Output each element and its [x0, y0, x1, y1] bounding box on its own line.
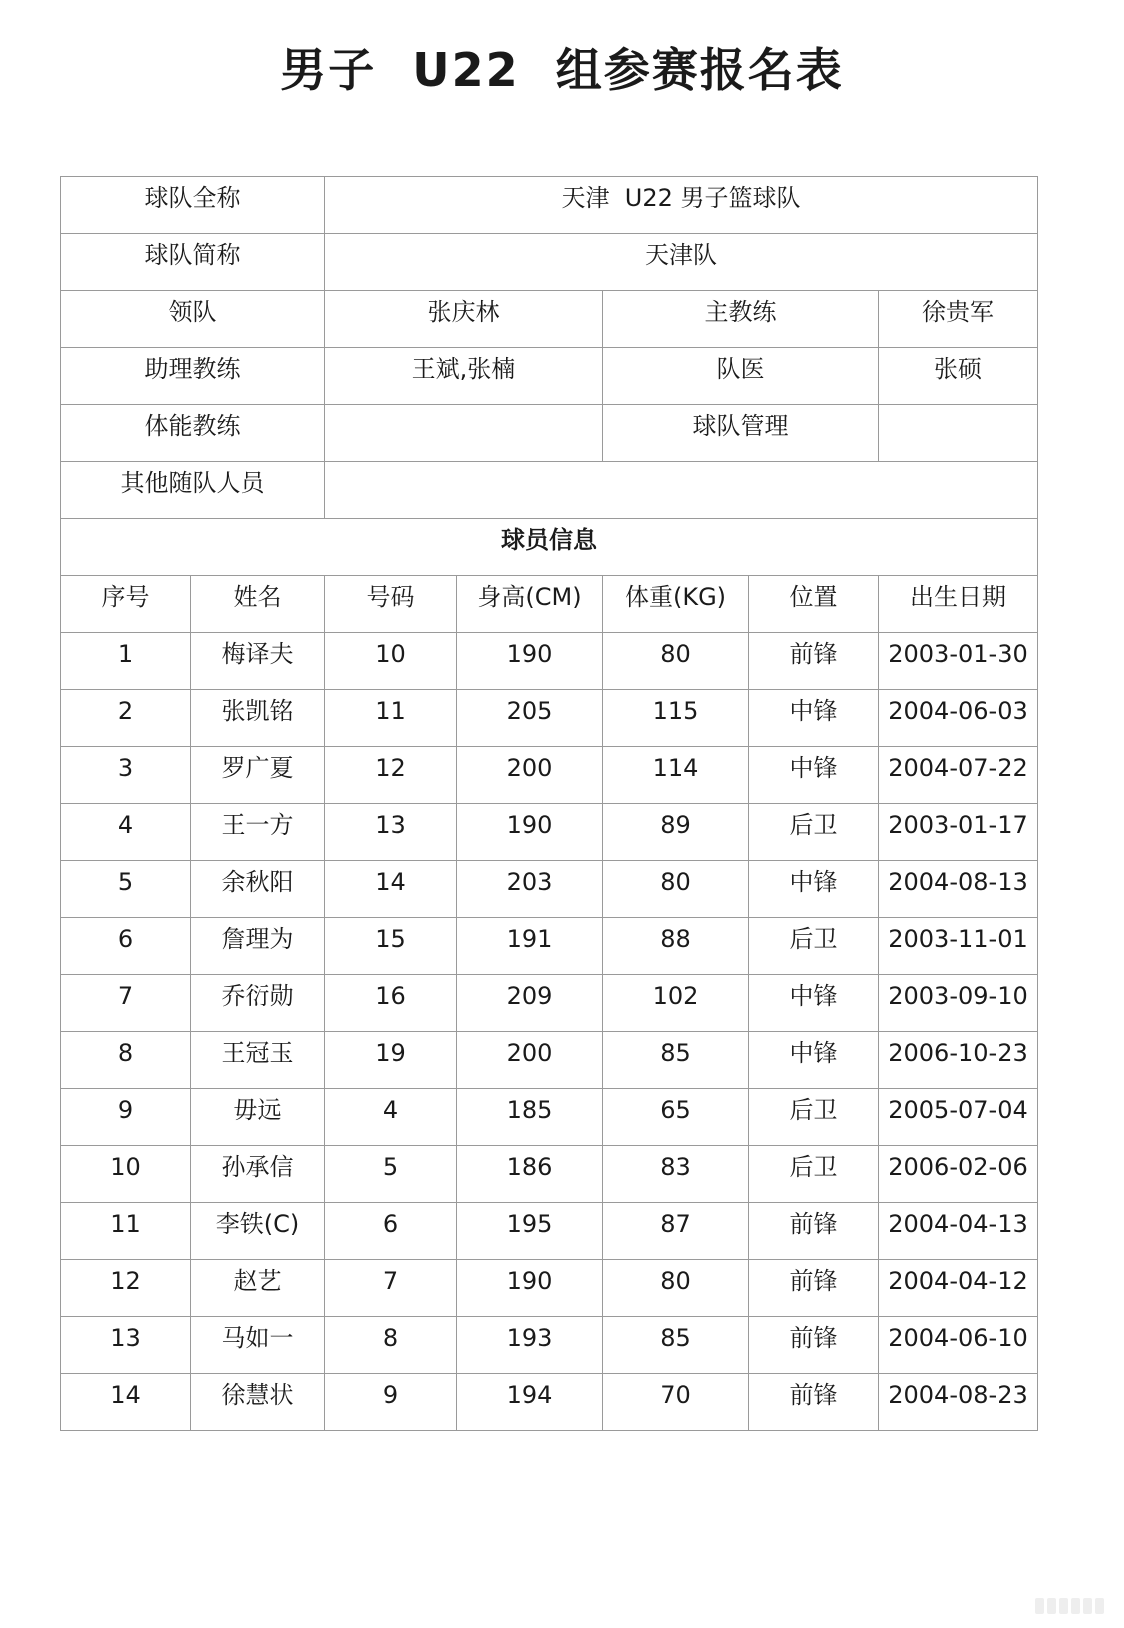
cell-col-birthdate: 2003-09-10 [879, 975, 1038, 1032]
cell-col-position: 前锋 [749, 1260, 879, 1317]
cell-col-height: 193 [457, 1317, 603, 1374]
header-col-name: 姓名 [191, 576, 325, 633]
cell-col-name: 王一方 [191, 804, 325, 861]
watermark-mark [1035, 1598, 1044, 1614]
header-col-position: 位置 [749, 576, 879, 633]
cell-col-index: 11 [61, 1203, 191, 1260]
cell-col-height: 200 [457, 1032, 603, 1089]
header-col-index: 序号 [61, 576, 191, 633]
table-row [61, 690, 1038, 747]
cell-col-name: 徐慧状 [191, 1374, 325, 1431]
cell-col-birthdate: 2003-01-30 [879, 633, 1038, 690]
cell-col-birthdate: 2006-02-06 [879, 1146, 1038, 1203]
cell-col-height: 191 [457, 918, 603, 975]
table-row [61, 861, 1038, 918]
cell-col-name: 李铁(C) [191, 1203, 325, 1260]
cell-col-index: 1 [61, 633, 191, 690]
cell-col-position: 前锋 [749, 1374, 879, 1431]
cell-col-position: 前锋 [749, 633, 879, 690]
row-fitness-manager [61, 405, 1038, 462]
cell-col-number: 9 [325, 1374, 457, 1431]
cell-col-birthdate: 2004-08-13 [879, 861, 1038, 918]
value-leader: 张庆林 [325, 291, 603, 348]
value-head-coach: 徐贵军 [879, 291, 1038, 348]
table-row [61, 1260, 1038, 1317]
label-leader: 领队 [61, 291, 325, 348]
cell-col-index: 12 [61, 1260, 191, 1317]
cell-col-name: 梅译夫 [191, 633, 325, 690]
label-team-full-name: 球队全称 [61, 177, 325, 234]
table-row [61, 1089, 1038, 1146]
header-col-birthdate: 出生日期 [879, 576, 1038, 633]
cell-col-birthdate: 2004-07-22 [879, 747, 1038, 804]
cell-col-position: 中锋 [749, 1032, 879, 1089]
cell-col-position: 中锋 [749, 690, 879, 747]
cell-col-weight: 83 [603, 1146, 749, 1203]
row-leader-coach [61, 291, 1038, 348]
watermark-mark [1071, 1598, 1080, 1614]
cell-col-height: 200 [457, 747, 603, 804]
cell-col-position: 后卫 [749, 1146, 879, 1203]
cell-col-number: 16 [325, 975, 457, 1032]
cell-col-name: 张凯铭 [191, 690, 325, 747]
page-title: 男子 U22 组参赛报名表 [280, 43, 844, 97]
cell-col-name: 罗广夏 [191, 747, 325, 804]
label-team-short-name: 球队简称 [61, 234, 325, 291]
table-row [61, 1317, 1038, 1374]
cell-col-number: 5 [325, 1146, 457, 1203]
cell-col-index: 13 [61, 1317, 191, 1374]
cell-col-index: 7 [61, 975, 191, 1032]
value-team-manager [879, 405, 1038, 462]
cell-col-index: 2 [61, 690, 191, 747]
cell-col-name: 乔衍勋 [191, 975, 325, 1032]
table-row [61, 633, 1038, 690]
table-row [61, 804, 1038, 861]
cell-col-number: 8 [325, 1317, 457, 1374]
cell-col-weight: 102 [603, 975, 749, 1032]
cell-col-number: 12 [325, 747, 457, 804]
cell-col-position: 前锋 [749, 1317, 879, 1374]
cell-col-height: 209 [457, 975, 603, 1032]
watermark-mark [1095, 1598, 1104, 1614]
cell-col-weight: 115 [603, 690, 749, 747]
table-row [61, 975, 1038, 1032]
label-head-coach: 主教练 [603, 291, 879, 348]
cell-col-weight: 65 [603, 1089, 749, 1146]
player-header-row [61, 576, 1038, 633]
cell-col-number: 14 [325, 861, 457, 918]
cell-col-position: 中锋 [749, 975, 879, 1032]
cell-col-height: 186 [457, 1146, 603, 1203]
cell-col-height: 190 [457, 804, 603, 861]
row-team-full-name [61, 177, 1038, 234]
header-col-weight: 体重(KG) [603, 576, 749, 633]
cell-col-height: 203 [457, 861, 603, 918]
table-row [61, 1032, 1038, 1089]
cell-col-birthdate: 2004-06-03 [879, 690, 1038, 747]
row-other-staff [61, 462, 1038, 519]
cell-col-index: 5 [61, 861, 191, 918]
label-team-doctor: 队医 [603, 348, 879, 405]
cell-col-weight: 70 [603, 1374, 749, 1431]
cell-col-name: 詹理为 [191, 918, 325, 975]
cell-col-index: 3 [61, 747, 191, 804]
cell-col-height: 195 [457, 1203, 603, 1260]
cell-col-position: 前锋 [749, 1203, 879, 1260]
cell-col-index: 8 [61, 1032, 191, 1089]
cell-col-position: 中锋 [749, 861, 879, 918]
cell-col-number: 11 [325, 690, 457, 747]
value-team-short-name: 天津队 [325, 234, 1038, 291]
row-players-section [61, 519, 1038, 576]
cell-col-number: 19 [325, 1032, 457, 1089]
watermark-mark [1083, 1598, 1092, 1614]
cell-col-number: 10 [325, 633, 457, 690]
cell-col-birthdate: 2004-04-13 [879, 1203, 1038, 1260]
table-row [61, 747, 1038, 804]
cell-col-name: 孙承信 [191, 1146, 325, 1203]
cell-col-number: 6 [325, 1203, 457, 1260]
table-row [61, 1203, 1038, 1260]
table-row [61, 1374, 1038, 1431]
cell-col-weight: 87 [603, 1203, 749, 1260]
cell-col-position: 后卫 [749, 1089, 879, 1146]
cell-col-index: 10 [61, 1146, 191, 1203]
cell-col-height: 205 [457, 690, 603, 747]
cell-col-index: 9 [61, 1089, 191, 1146]
cell-col-birthdate: 2004-04-12 [879, 1260, 1038, 1317]
registration-form-table [60, 176, 1038, 1431]
row-assistant-doctor [61, 348, 1038, 405]
cell-col-position: 后卫 [749, 918, 879, 975]
value-team-doctor: 张硕 [879, 348, 1038, 405]
players-section-heading: 球员信息 [61, 519, 1038, 576]
value-fitness-coach [325, 405, 603, 462]
row-team-short-name [61, 234, 1038, 291]
cell-col-index: 4 [61, 804, 191, 861]
watermark-logo [1035, 1598, 1104, 1614]
cell-col-birthdate: 2004-08-23 [879, 1374, 1038, 1431]
cell-col-weight: 88 [603, 918, 749, 975]
cell-col-height: 185 [457, 1089, 603, 1146]
cell-col-position: 中锋 [749, 747, 879, 804]
cell-col-height: 190 [457, 633, 603, 690]
cell-col-weight: 114 [603, 747, 749, 804]
cell-col-name: 毋远 [191, 1089, 325, 1146]
cell-col-birthdate: 2004-06-10 [879, 1317, 1038, 1374]
watermark-mark [1059, 1598, 1068, 1614]
cell-col-number: 7 [325, 1260, 457, 1317]
cell-col-weight: 80 [603, 633, 749, 690]
cell-col-birthdate: 2005-07-04 [879, 1089, 1038, 1146]
cell-col-weight: 80 [603, 861, 749, 918]
cell-col-name: 马如一 [191, 1317, 325, 1374]
header-col-height: 身高(CM) [457, 576, 603, 633]
cell-col-weight: 85 [603, 1317, 749, 1374]
label-fitness-coach: 体能教练 [61, 405, 325, 462]
watermark-mark [1047, 1598, 1056, 1614]
label-team-manager: 球队管理 [603, 405, 879, 462]
cell-col-height: 194 [457, 1374, 603, 1431]
cell-col-height: 190 [457, 1260, 603, 1317]
cell-col-weight: 85 [603, 1032, 749, 1089]
cell-col-name: 赵艺 [191, 1260, 325, 1317]
cell-col-name: 余秋阳 [191, 861, 325, 918]
cell-col-weight: 80 [603, 1260, 749, 1317]
value-team-full-name: 天津 U22 男子篮球队 [325, 177, 1038, 234]
cell-col-name: 王冠玉 [191, 1032, 325, 1089]
label-other-staff: 其他随队人员 [61, 462, 325, 519]
value-assistant-coach: 王斌,张楠 [325, 348, 603, 405]
cell-col-birthdate: 2003-11-01 [879, 918, 1038, 975]
table-row [61, 918, 1038, 975]
table-row [61, 1146, 1038, 1203]
header-col-number: 号码 [325, 576, 457, 633]
cell-col-index: 6 [61, 918, 191, 975]
label-assistant-coach: 助理教练 [61, 348, 325, 405]
cell-col-position: 后卫 [749, 804, 879, 861]
value-other-staff [325, 462, 1038, 519]
cell-col-number: 13 [325, 804, 457, 861]
cell-col-birthdate: 2003-01-17 [879, 804, 1038, 861]
cell-col-number: 4 [325, 1089, 457, 1146]
cell-col-index: 14 [61, 1374, 191, 1431]
cell-col-weight: 89 [603, 804, 749, 861]
cell-col-birthdate: 2006-10-23 [879, 1032, 1038, 1089]
cell-col-number: 15 [325, 918, 457, 975]
